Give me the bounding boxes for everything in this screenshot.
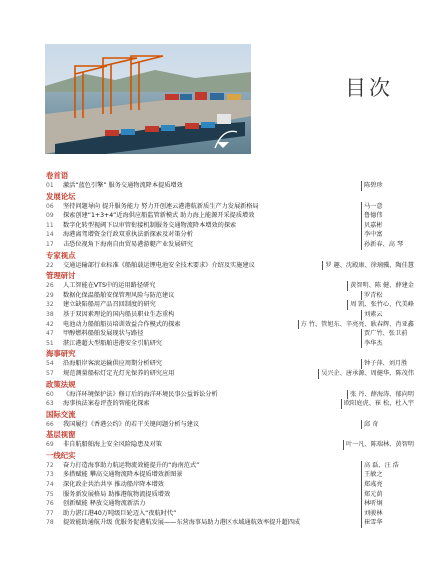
article-author: 马一意 <box>361 202 414 212</box>
section-heading: 管理研讨 <box>46 271 76 281</box>
article-title: 多措赋能 攀高交通物流降本提质增效新图景 <box>63 471 183 479</box>
toc-entry[interactable] <box>46 509 414 519</box>
page-number: 75 <box>46 490 54 498</box>
page-number: 63 <box>46 400 54 408</box>
section-heading: 专家视点 <box>46 250 76 260</box>
article-title: 助力湛江港40万吨级巨轮迈入“夜航时代” <box>63 509 177 517</box>
toc-entry[interactable] <box>46 359 414 369</box>
toc-entry[interactable] <box>46 461 414 471</box>
article-author: 吴兴企、唐承源、周健华、陈茂伟 <box>318 369 414 379</box>
article-author: 鲁德伟 <box>361 211 414 221</box>
article-title: 击恐位视角下海南自由贸易港游艇产业发展研究 <box>63 240 193 248</box>
article-title: 湛江港超大型船舶进港安全引航研究 <box>63 339 162 347</box>
toc-entry[interactable] <box>46 211 414 221</box>
toc-entry[interactable] <box>46 339 414 349</box>
article-title: 基于双因素理论的国内船员职业生态重构 <box>63 310 175 318</box>
toc-entry[interactable] <box>46 310 414 320</box>
toc-entry[interactable] <box>46 480 414 490</box>
section-heading: 一线纪实 <box>46 450 76 460</box>
article-author: 叶一凡、陈瑞林、黄智明 <box>343 440 414 450</box>
article-author: 郑元荫 <box>361 490 414 500</box>
section-heading: 基层视窗 <box>46 430 76 440</box>
page-number: 47 <box>46 330 54 338</box>
toc-entry[interactable] <box>46 300 414 310</box>
article-title: 探索创建“1+3+4”近海供应船监管新模式 助力海上能源开采提质增效 <box>63 212 255 220</box>
page-number: 06 <box>46 202 54 210</box>
article-author: 王敏之 <box>361 470 414 480</box>
section-heading: 政策法规 <box>46 379 76 389</box>
article-title: 我国履行《香港公约》的若干关键问题分析与建议 <box>63 420 200 428</box>
article-author: 黄智明、陈 健、薛建金 <box>347 281 414 291</box>
article-title: 数字化转型视阈下以审管衔接机制服务交通物流降本增效的探索 <box>63 221 237 229</box>
toc-entry[interactable] <box>46 440 414 450</box>
page-number: 01 <box>46 182 54 189</box>
page-number: 09 <box>46 212 54 220</box>
toc-entry[interactable] <box>46 499 414 509</box>
page-number: 32 <box>46 301 54 309</box>
article-author: 李中富 <box>361 230 414 240</box>
page-number: 57 <box>46 369 54 377</box>
toc-entry[interactable] <box>46 399 414 409</box>
article-title: 人工智能在VTS中的运用路径研究 <box>63 282 156 290</box>
article-title: 服务新发展格局 助推港航物流提质增效 <box>63 490 171 498</box>
toc-entry[interactable] <box>46 369 414 379</box>
article-author: 欧阳庭虎、崔 松、杜入宇 <box>341 399 414 409</box>
article-author: 邱 奇 <box>361 420 414 430</box>
section-heading: 海事研究 <box>46 349 76 359</box>
section-heading: 发展论坛 <box>46 191 76 201</box>
page-number: 78 <box>46 519 54 527</box>
page-number: 14 <box>46 231 54 239</box>
page-number: 22 <box>46 261 54 269</box>
page-number: 11 <box>46 221 54 229</box>
toc-entry[interactable] <box>46 202 414 212</box>
page-number: 69 <box>46 441 54 449</box>
page-number: 38 <box>46 310 54 318</box>
article-author: 陈碧珍 <box>361 181 414 191</box>
article-author: 张 丹、薛海涛、郁向明 <box>347 390 414 400</box>
toc-entry[interactable] <box>46 221 414 231</box>
section-heading: 卷首语 <box>46 171 69 180</box>
article-title: 建立缺陷船用产品召回制度的研究 <box>63 301 156 309</box>
page-number: 66 <box>46 420 54 428</box>
toc-entry[interactable] <box>46 420 414 430</box>
page-number: 74 <box>46 481 54 489</box>
toc-entry[interactable] <box>46 261 414 271</box>
article-title: 海港离驾增资金行政双重执法新探索及对策分析 <box>63 231 193 239</box>
toc-entry[interactable] <box>46 470 414 480</box>
article-author: 罗青松 <box>361 291 414 301</box>
page-number: 72 <box>46 461 54 469</box>
port-illustration <box>45 44 251 154</box>
toc-entry[interactable] <box>46 281 414 291</box>
article-title: 深化政企共治共享 推动船岸降本增效 <box>63 481 164 489</box>
article-title: 沿海船岸客滚运输供应周期分析研究 <box>63 360 162 368</box>
page-number: 77 <box>46 509 54 517</box>
article-title: 甲醇燃料船舶发展现状与路径 <box>63 330 144 338</box>
article-title: 提效能助通航升级 优服务促港航发展——东营海事局助力港区水域通航效率提升超四成 <box>63 519 301 527</box>
article-title: 激活“蓝色引擎” 服务交通物流降本提质增效 <box>63 182 183 189</box>
table-of-contents <box>46 170 414 528</box>
toc-entry[interactable] <box>46 240 414 250</box>
article-author: 李华杰 <box>361 339 414 349</box>
page-number: 29 <box>46 291 54 299</box>
toc-entry[interactable] <box>46 230 414 240</box>
article-title: 非自航船舶海上安全风险隐患及对策 <box>63 441 162 449</box>
article-title: 海事执法案卷评查的智能化探索 <box>63 400 150 408</box>
page-number: 26 <box>46 282 54 290</box>
article-title: 奋力打造海事助力航运物流效能提升的“海南范式” <box>63 461 200 469</box>
page-number: 54 <box>46 360 54 368</box>
article-author: 罗 趣、沈殿康、徐璃骥、陶佳慧 <box>322 261 414 271</box>
article-title: 规范测量船标灯定光灯光保养的研究应用 <box>63 369 175 377</box>
toc-entry[interactable] <box>46 320 414 330</box>
article-author: 贝嘉彬 <box>361 221 414 231</box>
article-title: 创新赋能 释放交通物流新活力 <box>63 500 146 508</box>
article-author: 钟子萍、刘月胜 <box>361 359 414 369</box>
toc-entry[interactable] <box>46 390 414 400</box>
article-author: 崔雪华 <box>361 518 414 528</box>
article-author: 刘骏林 <box>361 509 414 519</box>
article-title: 《海洋环境保护法》修订后的海洋环境民事公益诉讼分析 <box>63 390 218 398</box>
article-author: 方 竹、管旭东、辛亮亮、耿春辉、肖亚鑫 <box>298 320 414 330</box>
article-title: 电池动力船舶船员培训效益合作模式的探索 <box>63 320 181 328</box>
toc-entry[interactable] <box>46 181 414 191</box>
article-author: 林听炯 <box>361 499 414 509</box>
article-author: 周 凯、张竹心、代美峰 <box>347 300 414 310</box>
toc-entry[interactable] <box>46 518 414 528</box>
article-title: 交通运输部行业标准《船舶载运锂电池安全技术要求》介绍及实施建议 <box>63 261 255 269</box>
page-title: 目次 <box>345 76 393 100</box>
article-author: 孙新春、高 琴 <box>361 240 414 250</box>
article-title: 数据化保温船舶安保管理风险与防范建议 <box>63 291 175 299</box>
article-title: 坚持问题导向 提升服务能力 努力开创連云港港航新质生产力发展新格局 <box>63 202 259 210</box>
toc-entry[interactable] <box>46 329 414 339</box>
article-author: 郑彧亮 <box>361 480 414 490</box>
page-number: 76 <box>46 500 54 508</box>
page-number: 17 <box>46 240 54 248</box>
page-number: 42 <box>46 320 54 328</box>
page-number: 60 <box>46 390 54 398</box>
article-author: 贾广竹、张卫前 <box>361 329 414 339</box>
article-author: 刘素云 <box>361 310 414 320</box>
page-number: 51 <box>46 339 54 347</box>
section-heading: 国际交流 <box>46 409 76 419</box>
cover-photo-port <box>45 44 251 154</box>
article-author: 高 磊、汪 浩 <box>361 461 414 471</box>
toc-entry[interactable] <box>46 490 414 500</box>
toc-entry[interactable] <box>46 291 414 301</box>
page-number: 73 <box>46 471 54 479</box>
